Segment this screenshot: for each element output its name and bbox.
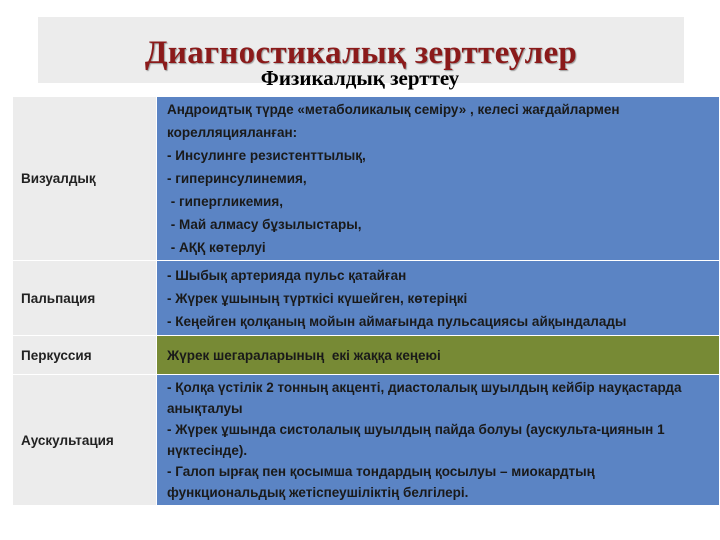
content-line: - Май алмасу бұзылыстары, <box>167 217 362 232</box>
content-line: Андроидтық түрде «метаболикалық семіру» , келесі жағдайлармен корелляцияланған: <box>167 102 620 140</box>
row-label-palpation: Пальпация <box>13 261 157 336</box>
content-line: - гиперинсулинемия, <box>167 171 307 186</box>
content-line: - Галоп ырғақ пен қосымша тондардың қосылуы – миокардтың функциональдық жетіспеушіліктің белгілері. <box>167 464 595 500</box>
content-line: - Кеңейген қолқаның мойын аймағында пульсациясы айқындалады <box>167 313 627 329</box>
table-row-auscultation <box>13 375 720 506</box>
row-label-auscultation: Аускультация <box>13 375 157 506</box>
row-label-visual: Визуалдық <box>13 97 157 261</box>
table-row-palpation <box>13 261 720 336</box>
content-line: - Шыбық артерияда пульс қатайған <box>167 267 407 283</box>
content-line: - гипергликемия, <box>167 194 283 209</box>
table-row-visual <box>13 97 720 261</box>
examination-table <box>12 96 720 506</box>
row-label-percussion: Перкуссия <box>13 336 157 375</box>
row-content-percussion <box>157 336 720 375</box>
row-content-auscultation <box>157 375 720 506</box>
slide-title: Диагностикалық зерттеулер <box>144 35 578 71</box>
slide-subtitle: Физикалдық зерттеу <box>260 66 460 90</box>
content-line: Жүрек шегараларының екі жаққа кеңеюі <box>167 347 441 363</box>
content-line: - АҚҚ көтерлуі <box>167 240 266 255</box>
table-row-percussion <box>13 336 720 375</box>
row-content-palpation <box>157 261 720 336</box>
content-line: - Инсулинге резистенттылық, <box>167 148 366 163</box>
content-line: - Жүрек ұшында систолалық шуылдың пайда болуы (аускульта-циянын 1 нүктесінде). <box>167 422 665 458</box>
row-content-visual <box>157 97 720 261</box>
content-line: - Қолқа үстілік 2 тонның акценті, диастолалық шуылдың кейбір науқастарда анықталуы <box>167 380 682 416</box>
content-line: - Жүрек ұшының түрткісі күшейген, көтеріңкі <box>167 290 468 306</box>
